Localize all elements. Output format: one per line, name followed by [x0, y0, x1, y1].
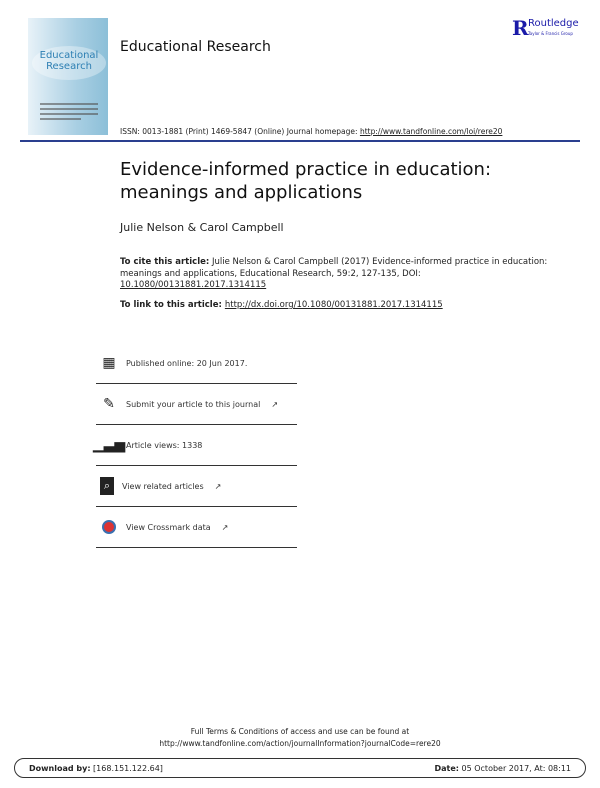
external-link-icon: ↗: [221, 522, 229, 532]
article-link-line: To link to this article: http://dx.doi.org/10.1080/00131881.2017.1314115: [120, 300, 443, 310]
header-divider: [20, 140, 580, 142]
journal-name: Educational Research: [120, 39, 271, 55]
doi-link[interactable]: 10.1080/00131881.2017.1314115: [120, 280, 267, 290]
article-link[interactable]: http://dx.doi.org/10.1080/00131881.2017.1314115: [224, 300, 443, 310]
related-articles-link[interactable]: ⌕ View related articles ↗: [96, 466, 297, 507]
publisher-name: Routledge: [528, 18, 579, 29]
terms-notice: Full Terms & Conditions of access and use can be found at http://www.tandfonline.com/action/journalInformation?journalCode=rere20: [0, 726, 600, 750]
external-link-icon: ↗: [214, 481, 222, 491]
article-authors: Julie Nelson & Carol Campbell: [120, 221, 284, 234]
calendar-icon: ▦: [102, 355, 116, 371]
published-online: ▦ Published online: 20 Jun 2017.: [96, 343, 297, 384]
download-ip: [168.151.122.64]: [90, 763, 163, 773]
download-date: 05 October 2017, At: 08:11: [458, 763, 571, 773]
search-document-icon: ⌕: [100, 477, 114, 495]
edit-icon: ✎: [103, 396, 115, 412]
terms-link[interactable]: http://www.tandfonline.com/action/journalInformation?journalCode=rere20: [159, 739, 441, 748]
crossmark-icon: [100, 518, 118, 536]
publisher-subtitle: Taylor & Francis Group: [528, 31, 573, 36]
issn-line: ISSN: 0013-1881 (Print) 1469-5847 (Online) Journal homepage: http://www.tandfonline.com/loi/rere20: [120, 127, 503, 136]
external-link-icon: ↗: [271, 399, 279, 409]
cover-title: Educational Research: [39, 50, 99, 72]
journal-cover-image: [28, 18, 108, 135]
download-info-box: Download by: [168.151.122.64] Date: 05 October 2017, At: 08:11: [14, 758, 586, 778]
crossmark-link[interactable]: View Crossmark data ↗: [96, 507, 297, 548]
submit-article-link[interactable]: ✎ Submit your article to this journal ↗: [96, 384, 297, 425]
bar-chart-icon: ▁▃▅: [92, 437, 126, 453]
journal-homepage-link[interactable]: http://www.tandfonline.com/loi/rere20: [359, 127, 503, 136]
article-views: ▁▃▅ Article views: 1338: [96, 425, 297, 466]
citation: To cite this article: Julie Nelson & Carol Campbell (2017) Evidence-informed practice in education: meanings and applications, Educational Research, 59:2, 127-135, DOI: 10.1080/00131881.2017.1314115: [120, 257, 548, 290]
article-title: Evidence-informed practice in education: meanings and applications: [120, 159, 492, 203]
article-info-list: [92, 343, 297, 548]
